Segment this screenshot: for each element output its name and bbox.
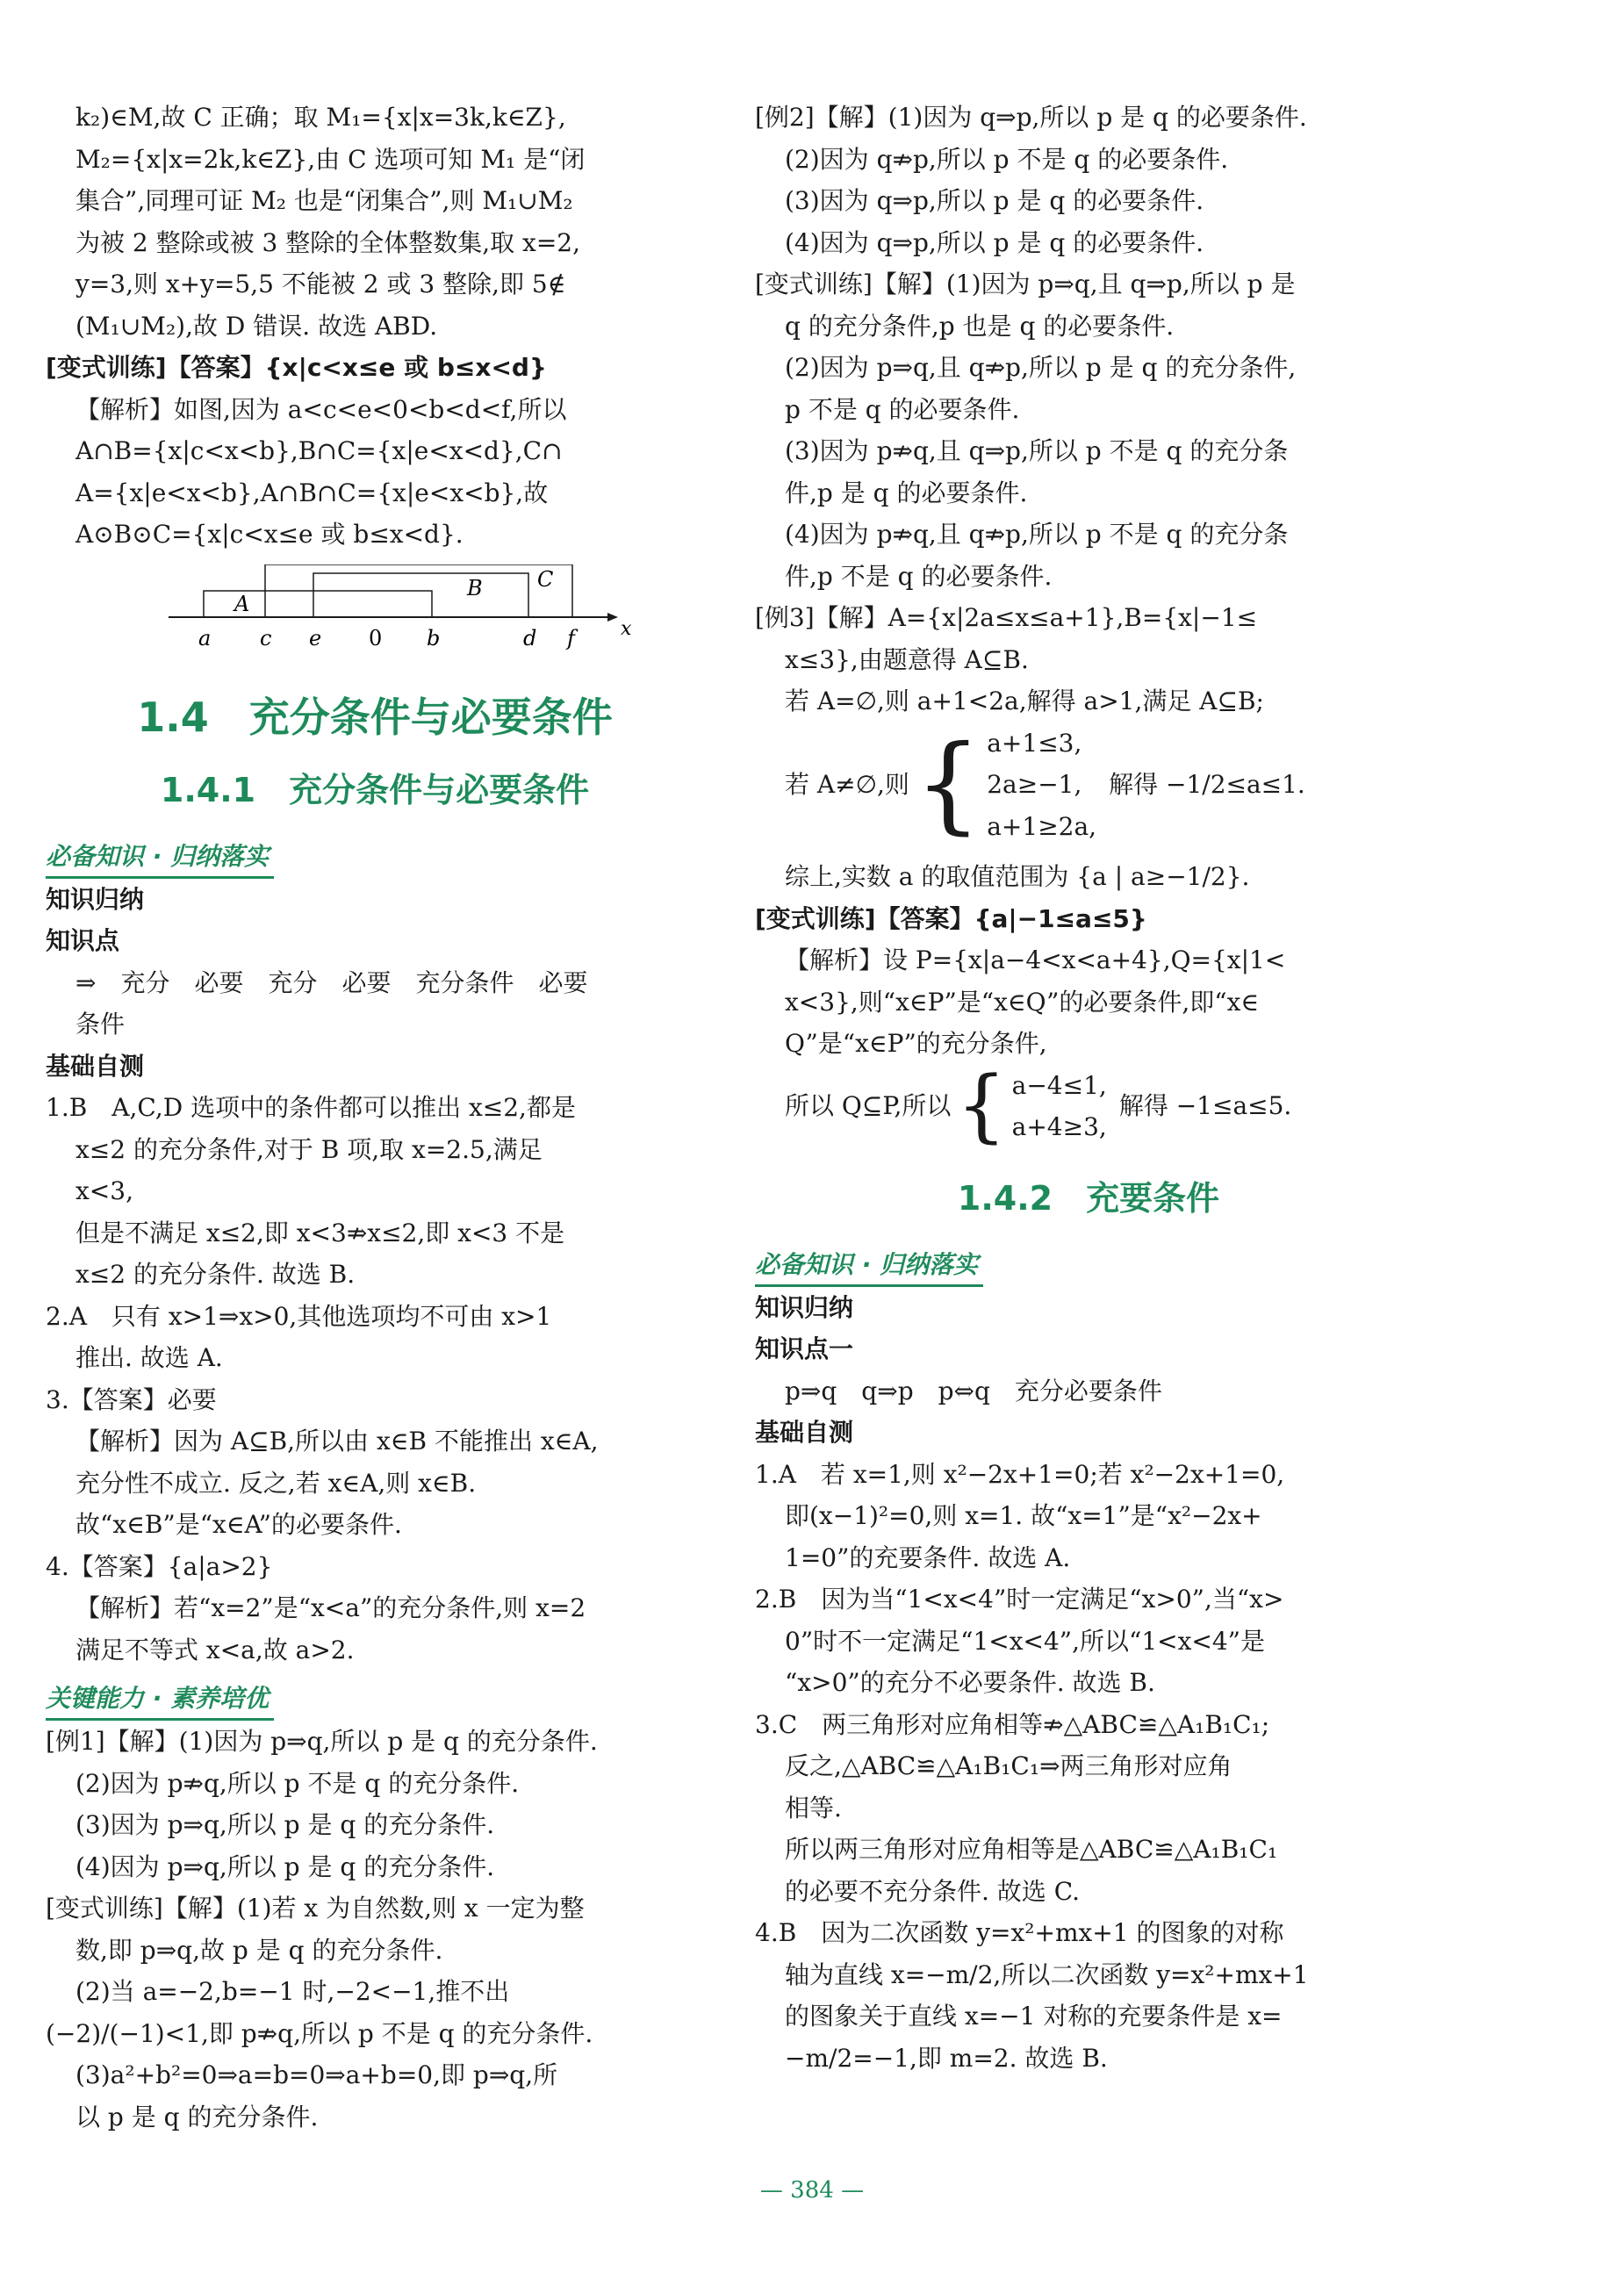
q1-line: 1.B A,C,D 选项中的条件都可以推出 x≤2,都是 <box>46 1093 576 1122</box>
r3-line: 所以两三角形对应角相等是△ABC≌△A₁B₁C₁ <box>785 1835 1278 1864</box>
knowledge-answers: ⇒ 充分 必要 充分 必要 充分条件 必要 <box>75 967 588 997</box>
text-line: 【解析】如图,因为 a<c<e<0<b<d<f,所以 <box>75 394 567 424</box>
set-label-c: C <box>537 566 554 592</box>
q1-line: x<3, <box>75 1176 133 1205</box>
number-line-svg <box>169 564 660 661</box>
r4-line: 的图象关于直线 x=−1 对称的充要条件是 x= <box>785 2002 1283 2031</box>
example3-system <box>755 723 1422 848</box>
tick-c: c <box>260 625 272 651</box>
page-number: — 384 — <box>759 2177 865 2204</box>
knowledge-point-one-label: 知识点一 <box>755 1334 854 1363</box>
tick-f: f <box>567 625 575 651</box>
r2-line: 2.B 因为当“1<x<4”时一定满足“x>0”,当“x> <box>755 1585 1284 1614</box>
example2-line: (3)因为 q⇒p,所以 p 是 q 的必要条件. <box>785 186 1204 215</box>
r1-line: 即(x−1)²=0,则 x=1. 故“x=1”是“x²−2x+ <box>785 1501 1262 1530</box>
text-line: A∩B={x|c<x<b},B∩C={x|e<x<d},C∩ <box>75 436 563 465</box>
example2-line: (2)因为 q⇏p,所以 p 不是 q 的必要条件. <box>785 144 1229 174</box>
variant4-system <box>755 1060 1422 1152</box>
variant2-line: (2)当 a=−2,b=−1 时,−2<−1,推不出 <box>75 1977 510 2006</box>
r4-line: −m/2=−1,即 m=2. 故选 B. <box>785 2043 1108 2073</box>
q1-line: 但是不满足 x≤2,即 x<3⇏x≤2,即 x<3 不是 <box>75 1218 565 1247</box>
knowledge-summary-label: 知识归纳 <box>46 884 145 914</box>
number-line-diagram <box>46 564 704 661</box>
knowledge-point-label: 知识点 <box>46 926 120 955</box>
text-line: M₂={x|x=2k,k∈Z},由 C 选项可知 M₁ 是“闭 <box>75 144 586 174</box>
right-column <box>755 97 1422 2079</box>
band-essential-knowledge: 必备知识 · 归纳落实 <box>46 836 274 879</box>
knowledge-answers: p⇒q q⇒p p⇔q 充分必要条件 <box>785 1376 1162 1406</box>
variant3-line: 件,p 是 q 的必要条件. <box>785 478 1028 507</box>
variant4-line: Q”是“x∈P”的充分条件, <box>785 1029 1047 1058</box>
variant4-line: 【解析】设 P={x|a−4<x<a+4},Q={x|1< <box>785 945 1286 974</box>
r3-line: 的必要不充分条件. 故选 C. <box>785 1876 1081 1906</box>
variant3-line: 件,p 不是 q 的必要条件. <box>785 561 1053 591</box>
variant3-line: q 的充分条件,p 也是 q 的必要条件. <box>785 311 1175 341</box>
text-line: A={x|e<x<b},A∩B∩C={x|e<x<b},故 <box>75 478 549 507</box>
example2-line: (4)因为 q⇒p,所以 p 是 q 的必要条件. <box>785 227 1204 257</box>
tick-b: b <box>427 625 441 651</box>
r3-line: 3.C 两三角形对应角相等⇏△ABC≌△A₁B₁C₁; <box>755 1709 1270 1739</box>
variant2-line: (−2)/(−1)<1,即 p⇏q,所以 p 不是 q 的充分条件. <box>46 2018 593 2048</box>
q4-line: 【解析】若“x=2”是“x<a”的充分条件,则 x=2 <box>75 1593 586 1622</box>
variant2-line: 以 p 是 q 的充分条件. <box>75 2102 319 2132</box>
variant3-line: (2)因为 p⇒q,且 q⇏p,所以 p 是 q 的充分条件, <box>785 353 1297 382</box>
system-row: a+1≥2a, <box>987 811 1097 841</box>
q1-line: x≤2 的充分条件,对于 B 项,取 x=2.5,满足 <box>75 1134 543 1164</box>
left-column <box>46 97 704 2138</box>
section-heading-1-4: 1.4 充分条件与必要条件 <box>137 693 613 741</box>
tick-zero: 0 <box>369 625 383 651</box>
text-line: y=3,则 x+y=5,5 不能被 2 或 3 整除,即 5∉ <box>75 270 566 298</box>
tick-e: e <box>309 625 322 651</box>
tick-d: d <box>523 625 537 651</box>
r2-line: 0”时不一定满足“1<x<4”,所以“1<x<4”是 <box>785 1626 1265 1656</box>
set-label-a: A <box>234 591 250 616</box>
example1-line: (4)因为 p⇒q,所以 p 是 q 的充分条件. <box>75 1851 495 1881</box>
knowledge-answers-cont: 条件 <box>75 1010 126 1039</box>
q3-line: 3.【答案】必要 <box>46 1384 217 1414</box>
variant3-line: [变式训练]【解】(1)因为 p⇒q,且 q⇒p,所以 p 是 <box>755 270 1296 298</box>
variant2-line: 数,即 p⇒q,故 p 是 q 的充分条件. <box>75 1935 443 1965</box>
basic-self-test-label: 基础自测 <box>46 1051 145 1081</box>
variant-answer: [变式训练]【答案】{x|c<x≤e 或 b≤x<d} <box>46 353 547 382</box>
band-key-abilities: 关键能力 · 素养培优 <box>46 1678 274 1721</box>
r3-line: 反之,△ABC≌△A₁B₁C₁⇒两三角形对应角 <box>785 1751 1232 1780</box>
text-line: k₂)∈M,故 C 正确；取 M₁={x|x=3k,k∈Z}, <box>75 103 566 132</box>
band-essential-knowledge-2: 必备知识 · 归纳落实 <box>755 1244 983 1287</box>
variant3-line: (4)因为 p⇏q,且 q⇏p,所以 p 不是 q 的充分条 <box>785 520 1289 549</box>
basic-self-test-label: 基础自测 <box>755 1418 854 1447</box>
system-prefix: 所以 Q⊆P,所以 <box>785 1091 952 1121</box>
variant3-line: p 不是 q 的必要条件. <box>785 394 1020 424</box>
system-row: a−4≤1, <box>1011 1070 1107 1100</box>
r1-line: 1.A 若 x=1,则 x²−2x+1=0;若 x²−2x+1=0, <box>755 1459 1285 1489</box>
variant2-line: [变式训练]【解】(1)若 x 为自然数,则 x 一定为整 <box>46 1894 585 1923</box>
example1-line: (3)因为 p⇒q,所以 p 是 q 的充分条件. <box>75 1810 495 1839</box>
example3-line: 若 A=∅,则 a+1<2a,解得 a>1,满足 A⊆B; <box>785 687 1264 715</box>
example3-line: [例3]【解】A={x|2a≤x≤a+1},B={x|−1≤ <box>755 603 1258 632</box>
r3-line: 相等. <box>785 1793 842 1822</box>
r2-line: “x>0”的充分不必要条件. 故选 B. <box>785 1668 1155 1697</box>
tick-a: a <box>198 625 212 651</box>
variant2-line: (3)a²+b²=0⇒a=b=0⇒a+b=0,即 p⇒q,所 <box>75 2060 558 2089</box>
system-row: 2a≥−1, <box>987 770 1082 799</box>
q4-line: 满足不等式 x<a,故 a>2. <box>75 1635 355 1664</box>
section-heading-1-4-1: 1.4.1 充分条件与必要条件 <box>160 770 590 809</box>
example1-line: (2)因为 p⇏q,所以 p 不是 q 的充分条件. <box>75 1768 520 1798</box>
variant3-line: (3)因为 p⇏q,且 q⇒p,所以 p 不是 q 的充分条 <box>785 436 1289 465</box>
system-suffix: 解得 −1/2≤a≤1. <box>1109 770 1305 799</box>
q4-line: 4.【答案】{a|a>2} <box>46 1551 273 1581</box>
example3-line: x≤3},由题意得 A⊆B. <box>785 644 1029 674</box>
axis-label-x: x <box>621 617 632 640</box>
q1-line: x≤2 的充分条件. 故选 B. <box>75 1260 356 1289</box>
text-line: 为被 2 整除或被 3 整除的全体整数集,取 x=2, <box>75 227 580 257</box>
text-line: 集合”,同理可证 M₂ 也是“闭集合”,则 M₁∪M₂ <box>75 186 573 215</box>
variant4-answer: [变式训练]【答案】{a|−1≤a≤5} <box>755 903 1147 933</box>
text-line: (M₁∪M₂),故 D 错误. 故选 ABD. <box>75 311 438 341</box>
section-heading-1-4-2: 1.4.2 充要条件 <box>957 1178 1220 1218</box>
system-prefix: 若 A≠∅,则 <box>785 770 909 799</box>
r1-line: 1=0”的充要条件. 故选 A. <box>785 1542 1071 1572</box>
r4-line: 轴为直线 x=−m/2,所以二次函数 y=x²+mx+1 <box>785 1959 1309 1989</box>
system-rows <box>1012 1065 1107 1148</box>
r4-line: 4.B 因为二次函数 y=x²+mx+1 的图象的对称 <box>755 1918 1284 1947</box>
system-suffix: 解得 −1≤a≤5. <box>1118 1091 1292 1121</box>
example3-summary: 综上,实数 a 的取值范围为 {a | a≥−1/2}. <box>785 862 1250 891</box>
system-rows <box>987 723 1096 848</box>
example1-line: [例1]【解】(1)因为 p⇒q,所以 p 是 q 的充分条件. <box>46 1727 598 1756</box>
set-b-bracket <box>313 573 528 617</box>
left-brace: { <box>914 723 982 845</box>
variant4-line: x<3},则“x∈P”是“x∈Q”的必要条件,即“x∈ <box>785 987 1260 1017</box>
q2-line: 2.A 只有 x>1⇒x>0,其他选项均不可由 x>1 <box>46 1301 552 1331</box>
left-brace: { <box>956 1060 1007 1152</box>
set-label-b: B <box>467 575 483 600</box>
system-row: a+4≥3, <box>1011 1112 1107 1141</box>
text-line: A⊙B⊙C={x|c<x≤e 或 b≤x<d}. <box>75 520 463 549</box>
q2-line: 推出. 故选 A. <box>75 1343 223 1372</box>
q3-line: 【解析】因为 A⊆B,所以由 x∈B 不能推出 x∈A, <box>75 1427 599 1456</box>
knowledge-summary-label: 知识归纳 <box>755 1292 854 1322</box>
axis-arrow <box>607 613 618 622</box>
q3-line: 故“x∈B”是“x∈A”的必要条件. <box>75 1510 402 1539</box>
example2-line: [例2]【解】(1)因为 q⇒p,所以 p 是 q 的必要条件. <box>755 103 1307 132</box>
system-row: a+1≤3, <box>987 728 1082 758</box>
q3-line: 充分性不成立. 反之,若 x∈A,则 x∈B. <box>75 1468 477 1498</box>
